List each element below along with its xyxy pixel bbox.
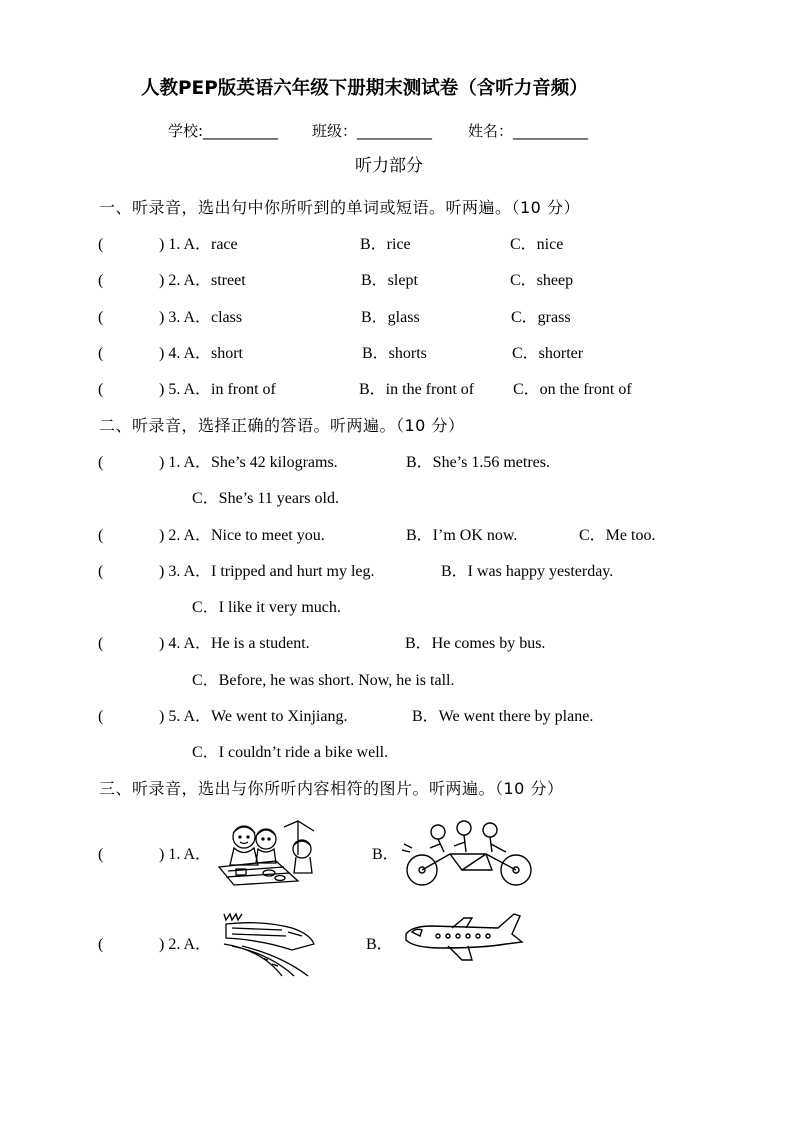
option-c: C．Me too. — [579, 527, 656, 544]
school-field[interactable]: 学校:__________ — [168, 122, 279, 140]
class-field[interactable]: 班级：__________ — [312, 122, 433, 140]
option-a: ) 3. A．I tripped and hurt my leg. — [159, 563, 375, 580]
option-a: ) 4. A．He is a student. — [159, 635, 310, 652]
answer-blank[interactable]: ( — [98, 345, 104, 362]
answer-blank[interactable]: ( — [98, 936, 104, 953]
high-speed-train-illustration-icon[interactable] — [222, 910, 322, 980]
option-a: ) 4. A．short — [159, 345, 244, 362]
answer-blank[interactable]: ( — [98, 236, 104, 253]
answer-blank[interactable]: ( — [98, 381, 104, 398]
option-c: C．I like it very much. — [192, 599, 341, 616]
part3-heading: 三、听录音，选出与你所听内容相符的图片。听两遍。（10 分） — [99, 779, 564, 798]
option-b: B． — [366, 936, 393, 953]
option-a: ) 1. A．race — [159, 236, 238, 253]
option-a: ) 1. A． — [159, 846, 212, 863]
airplane-illustration-icon[interactable] — [402, 912, 526, 962]
answer-blank[interactable]: ( — [98, 846, 104, 863]
part1-heading: 一、听录音，选出句中你所听到的单词或短语。听两遍。（10 分） — [99, 198, 580, 217]
option-b: B．He comes by bus. — [405, 635, 546, 652]
option-b: B．I’m OK now. — [406, 527, 518, 544]
answer-blank[interactable]: ( — [98, 527, 104, 544]
option-b: B．in the front of — [359, 381, 475, 398]
answer-blank[interactable]: ( — [98, 272, 104, 289]
option-b: B． — [372, 846, 399, 863]
option-b: B．We went there by plane. — [412, 708, 594, 725]
answer-blank[interactable]: ( — [98, 563, 104, 580]
option-c: C．sheep — [510, 272, 574, 289]
option-c: C．Before, he was short. Now, he is tall. — [192, 672, 455, 689]
option-a: ) 1. A．She’s 42 kilograms. — [159, 454, 338, 471]
answer-blank[interactable]: ( — [98, 454, 104, 471]
option-c: C．I couldn’t ride a bike well. — [192, 744, 389, 761]
option-a: ) 2. A．street — [159, 272, 246, 289]
option-b: B．shorts — [362, 345, 427, 362]
picnic-illustration-icon[interactable] — [214, 815, 324, 887]
option-b: B．rice — [360, 236, 411, 253]
page-title: 人教PEP版英语六年级下册期末测试卷（含听力音频） — [141, 78, 588, 99]
option-c: C．She’s 11 years old. — [192, 490, 339, 507]
option-c: C．grass — [511, 309, 571, 326]
part2-heading: 二、听录音，选择正确的答语。听两遍。（10 分） — [99, 416, 465, 435]
option-b: B．glass — [361, 309, 420, 326]
answer-blank[interactable]: ( — [98, 708, 104, 725]
option-a: ) 2. A． — [159, 936, 212, 953]
option-c: C．shorter — [512, 345, 584, 362]
name-field[interactable]: 姓名：__________ — [468, 122, 589, 140]
answer-blank[interactable]: ( — [98, 635, 104, 652]
option-c: C．on the front of — [513, 381, 632, 398]
option-a: ) 3. A．class — [159, 309, 243, 326]
option-b: B．slept — [361, 272, 418, 289]
option-b: B．She’s 1.56 metres. — [406, 454, 550, 471]
answer-blank[interactable]: ( — [98, 309, 104, 326]
option-b: B．I was happy yesterday. — [441, 563, 614, 580]
option-a: ) 5. A．We went to Xinjiang. — [159, 708, 348, 725]
option-a: ) 5. A．in front of — [159, 381, 276, 398]
option-c: C．nice — [510, 236, 564, 253]
tandem-bicycle-illustration-icon[interactable] — [402, 818, 536, 888]
option-a: ) 2. A．Nice to meet you. — [159, 527, 325, 544]
listening-section-heading: 听力部分 — [355, 156, 423, 176]
